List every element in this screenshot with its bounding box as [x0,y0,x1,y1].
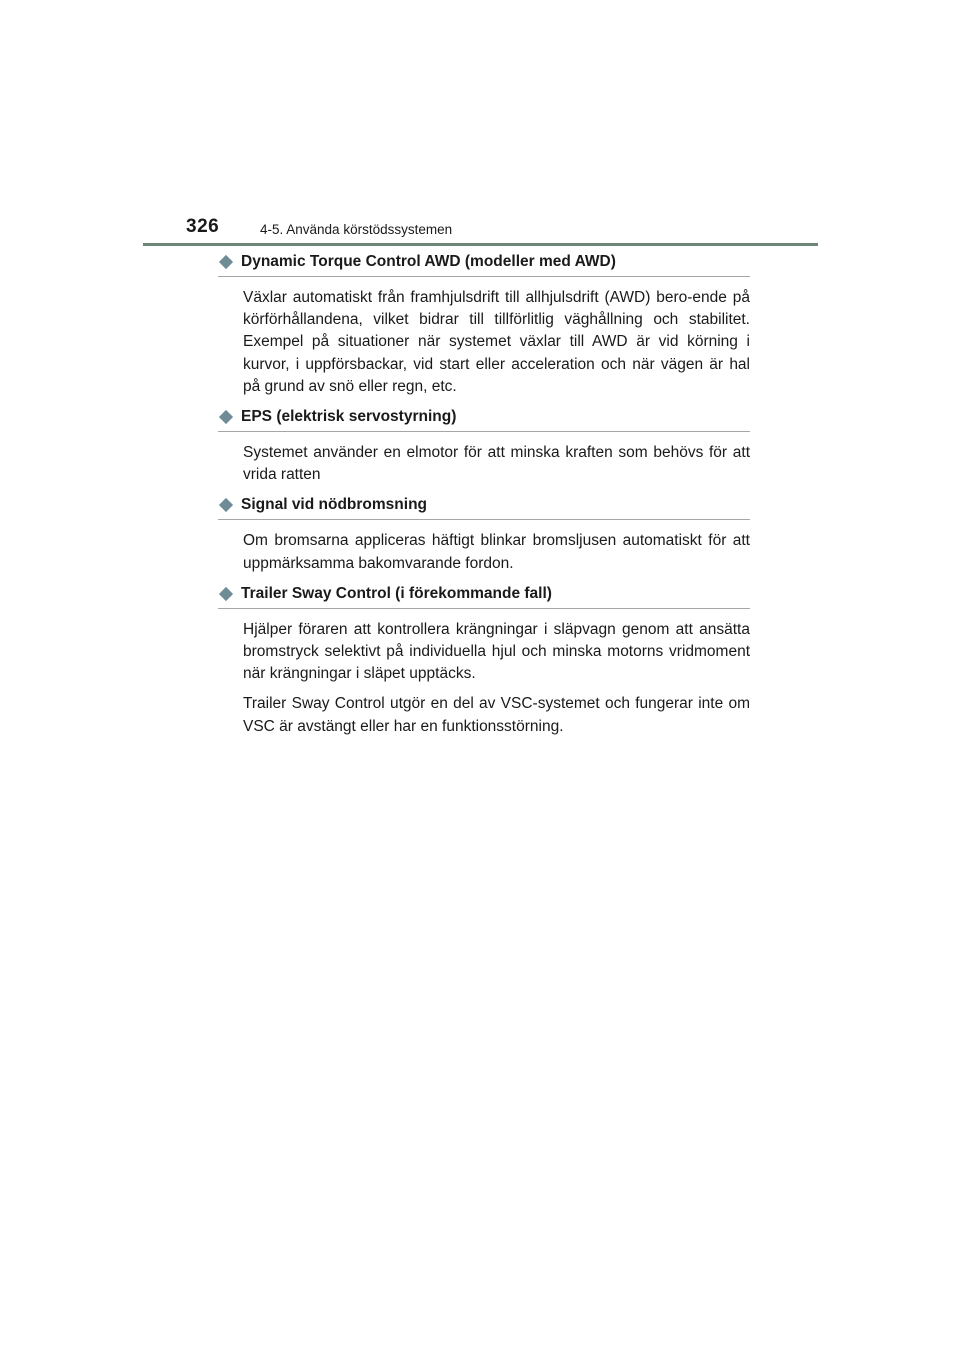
section-dynamic-torque [218,253,750,398]
section-heading [218,408,750,432]
diamond-bullet-icon [219,498,233,512]
section-title: 4-5. Använda körstödssystemen [260,222,453,237]
section-paragraph: Hjälper föraren att kontrollera krängningar i släpvagn genom att ansätta bromstryck selektivt på individuella hjul och minska motorns vridmoment när krängningar i släpet upptäcks. [243,620,750,683]
page-number: 326 [186,216,220,237]
section-paragraph: Trailer Sway Control utgör en del av VSC-systemet och fungerar inte om VSC är avstängt eller har en funktionsstörning. [243,695,750,735]
diamond-bullet-icon [219,587,233,601]
section-emergency-brake-signal [218,496,750,574]
section-heading [218,496,750,520]
section-paragraph: Systemet använder en elmotor för att minska kraften som behövs för att vrida ratten [243,444,750,484]
section-trailer-sway [218,585,750,738]
section-heading-text: EPS (elektrisk servostyrning) [241,408,457,426]
diamond-bullet-icon [219,410,233,424]
section-eps [218,408,750,486]
section-heading [218,253,750,277]
section-heading [218,585,750,609]
header-rule [143,243,818,246]
diamond-bullet-icon [219,255,233,269]
page-content [218,253,750,738]
section-heading-text: Signal vid nödbromsning [241,496,427,514]
section-paragraph: Växlar automatiskt från framhjulsdrift till allhjulsdrift (AWD) bero-ende på körförhållandena, vilket bidrar till tillförlitlig väghållning och stabilitet. Exempel på situationer när systemet växlar till AWD är vid körning i kurvor, i uppförsbackar, vid start eller acceleration och när vägen är hal på grund av snö eller regn, etc. [243,289,750,395]
section-paragraph: Om bromsarna appliceras häftigt blinkar bromsljusen automatiskt för att uppmärksamma bakomvarande fordon. [243,532,750,572]
section-heading-text: Trailer Sway Control (i förekommande fall) [241,584,552,602]
section-heading-text: Dynamic Torque Control AWD (modeller med AWD) [241,253,616,270]
